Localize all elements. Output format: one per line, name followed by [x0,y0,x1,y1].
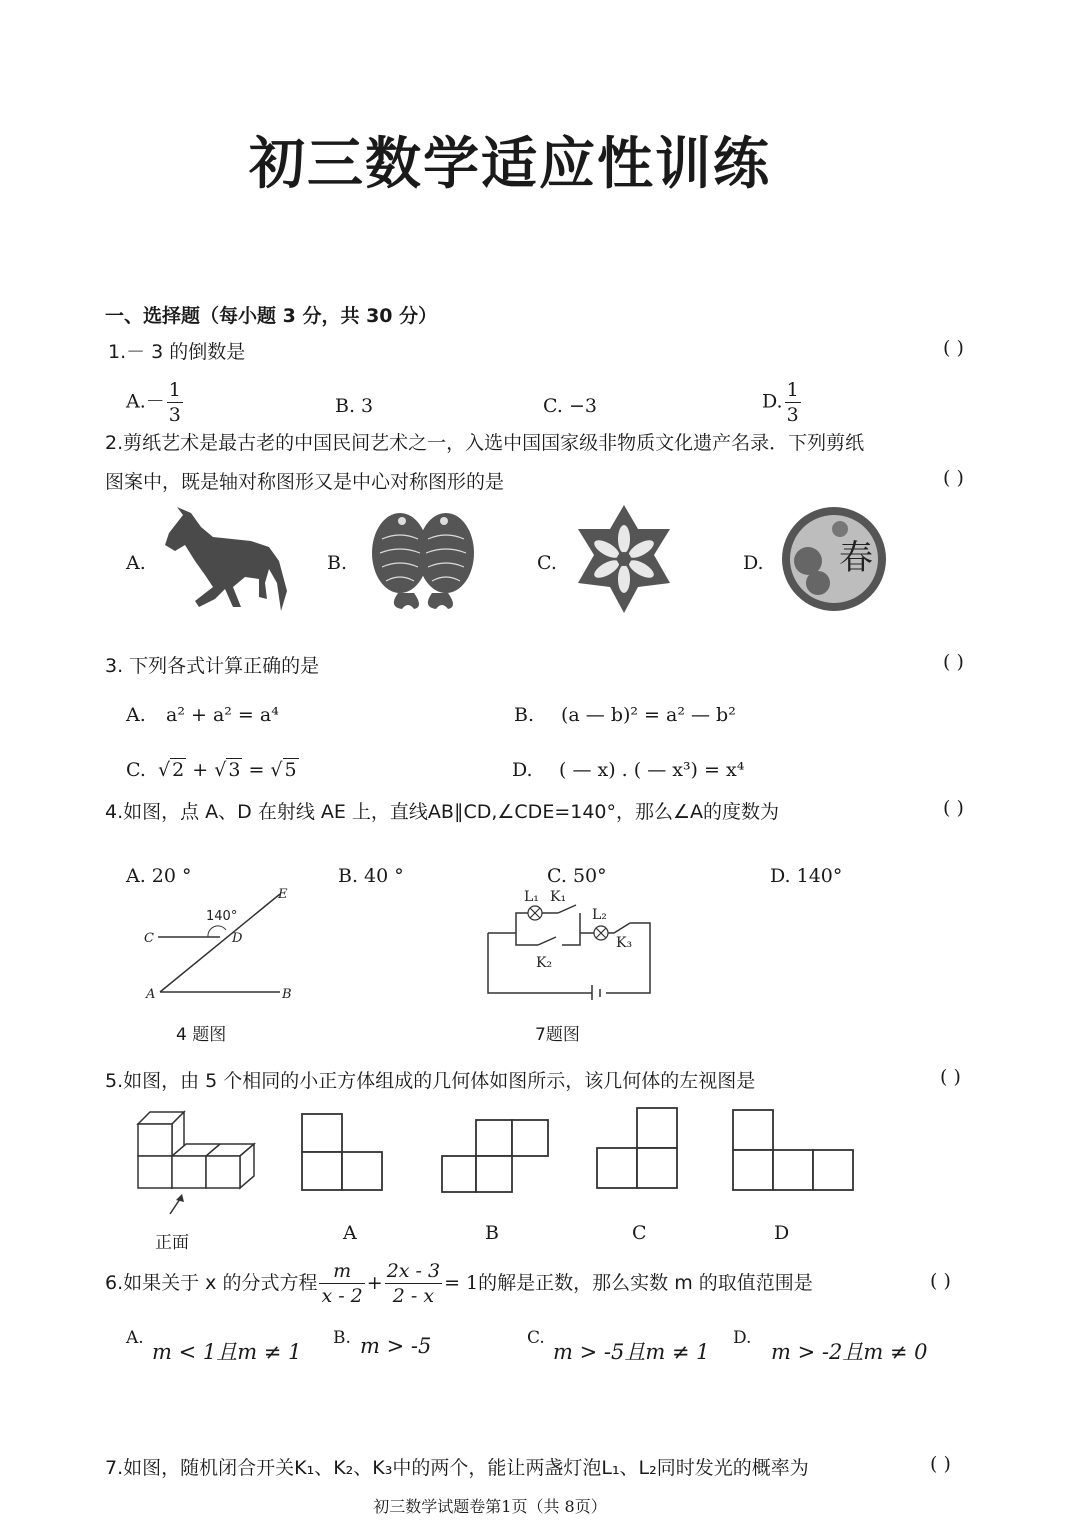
q5-answer-bracket[interactable]: ( ) [940,1066,961,1088]
q3-option-c-label[interactable]: C. [126,759,146,781]
lamp-l1-label: L₁ [524,889,539,905]
q3-option-b-label[interactable]: B. [514,704,535,726]
q5-option-b-label[interactable]: B [485,1222,499,1244]
q3-option-d-expr: ( — x) . ( — x³) = x⁴ [559,759,745,781]
q1-option-c[interactable]: C. −3 [543,395,597,417]
q6-option-b-label[interactable]: B. [333,1328,351,1348]
q7-figure-caption: 7题图 [535,1025,580,1045]
q4-angle-figure [140,882,300,1007]
q6-option-c-label[interactable]: C. [527,1328,545,1348]
q1-answer-bracket[interactable]: ( ) [943,337,964,359]
q1-option-d[interactable] [762,378,803,427]
point-e-label: E [278,887,288,902]
q6-f1-numerator: m [319,1259,364,1284]
q6-option-d-expr: m > -2且m ≠ 0 [771,1340,928,1364]
q2-option-a-label[interactable]: A. [126,552,146,574]
point-d-label: D [232,931,243,946]
q5-option-a-label[interactable]: A [343,1222,357,1244]
radicand-5: 5 [284,759,297,781]
q2-answer-bracket[interactable]: ( ) [943,467,964,489]
q6-f2-numerator: 2x - 3 [386,1260,441,1282]
q2-option-c-label[interactable]: C. [537,552,557,574]
sqrt-symbol: √ [158,759,171,781]
q4-option-b[interactable]: B. 40 ° [338,865,404,887]
horse-papercut-image [155,503,290,615]
sqrt-symbol: √ [214,759,227,781]
q4-stem: 4.如图，点 A、D 在射线 AE 上，直线AB∥CD,∠CDE=140°，那么∠A的度数为 [105,801,780,823]
q6-option-d-label[interactable]: D. [733,1328,752,1348]
page-title: 初三数学适应性训练 [249,132,771,197]
q1-a-numerator: 1 [168,379,181,401]
switch-k3-label: K₃ [616,935,633,951]
q6-stem-suffix: 的解是正数，那么实数 m 的取值范围是 [478,1272,813,1294]
q3-option-c-expr [158,759,299,781]
q1-d-denominator: 3 [786,404,799,426]
radicand-3: 3 [228,759,241,781]
q1-d-numerator: 1 [786,379,799,401]
q2-option-d-label[interactable]: D. [743,552,764,574]
q1-option-a[interactable] [126,378,185,427]
q4-option-c[interactable]: C. 50° [547,865,607,887]
section-heading: 一、选择题（每小题 3 分，共 30 分） [105,305,438,327]
q6-option-c-expr: m > -5且m ≠ 1 [553,1340,710,1364]
spring-character: 春 [839,538,873,578]
switch-k1-label: K₁ [550,889,567,905]
q3-option-b-expr: (a — b)² = a² — b² [561,704,736,726]
q6-equals-one: = 1 [444,1272,479,1294]
flower-papercut-image [567,503,682,615]
q1-option-d-fraction [785,378,801,427]
q6-option-b-expr: m > -5 [360,1334,432,1358]
switch-k2-label: K₂ [536,955,553,971]
q6-plus: + [366,1272,383,1294]
q1-option-a-fraction [167,378,183,427]
angle-label: 140° [206,909,238,924]
q5-stem: 5.如图，由 5 个相同的小正方体组成的几何体如图所示，该几何体的左视图是 [105,1070,756,1092]
q4-answer-bracket[interactable]: ( ) [943,797,964,819]
q6-fraction-2 [385,1259,442,1308]
q6-fraction-1 [319,1259,364,1308]
radicand-2: 2 [172,759,185,781]
q6-answer-bracket[interactable]: ( ) [930,1270,951,1292]
q2-option-b-label[interactable]: B. [327,552,348,574]
q1-option-b[interactable]: B. 3 [335,395,374,417]
twin-fish-papercut-image [358,503,488,613]
point-c-label: C [144,931,154,946]
q5-option-d-label[interactable]: D [774,1222,790,1244]
front-view-label: 正面 [155,1233,189,1253]
plus-sign: + [186,759,215,781]
q1-a-denominator: 3 [168,404,181,426]
q3-stem: 3. 下列各式计算正确的是 [105,655,320,677]
q3-answer-bracket[interactable]: ( ) [943,651,964,673]
q6-stem [105,1253,813,1313]
q4-option-d[interactable]: D. 140° [770,865,843,887]
q3-option-d-label[interactable]: D. [512,759,533,781]
equals-sign: = [242,759,271,781]
cube-solid-figure [130,1108,265,1218]
q5-option-d-figure[interactable] [729,1106,859,1194]
q6-stem-prefix: 6.如果关于 x 的分式方程 [105,1272,318,1294]
point-a-label: A [146,987,156,1002]
q2-stem-line1: 2.剪纸艺术是最古老的中国民间艺术之一，入选中国国家级非物质文化遗产名录．下列剪纸 [105,432,865,454]
q7-answer-bracket[interactable]: ( ) [930,1453,951,1475]
spring-papercut-image [778,503,890,615]
q1-option-a-prefix: A.－ [126,390,165,413]
q1-stem: 1.－ 3 的倒数是 [108,341,246,363]
point-b-label: B [282,987,292,1002]
q7-stem: 7.如图，随机闭合开关K₁、K₂、K₃中的两个，能让两盏灯泡L₁、L₂同时发光的概率为 [105,1457,809,1479]
q4-option-a[interactable]: A. 20 ° [126,865,192,887]
q1-option-d-prefix: D. [762,390,783,413]
q2-stem-line2: 图案中，既是轴对称图形又是中心对称图形的是 [105,471,505,493]
q5-option-c-label[interactable]: C [632,1222,647,1244]
q6-option-a-expr: m < 1且m ≠ 1 [152,1340,302,1364]
q7-circuit-figure [480,885,660,1000]
page-footer: 初三数学试题卷第1页（共 8页） [373,1497,607,1516]
q5-option-a-figure[interactable] [298,1110,388,1192]
q5-option-b-figure[interactable] [438,1116,554,1196]
q3-option-a-label[interactable]: A. [126,704,146,726]
sqrt-symbol: √ [270,759,283,781]
q4-figure-caption: 4 题图 [176,1025,227,1045]
q5-option-c-figure[interactable] [593,1104,683,1194]
lamp-l2-label: L₂ [592,907,607,923]
q3-option-a-expr: a² + a² = a⁴ [166,704,279,726]
q6-f1-denominator: x - 2 [321,1285,363,1307]
q6-option-a-label[interactable]: A. [126,1328,144,1348]
q6-f2-denominator: 2 - x [392,1285,435,1307]
